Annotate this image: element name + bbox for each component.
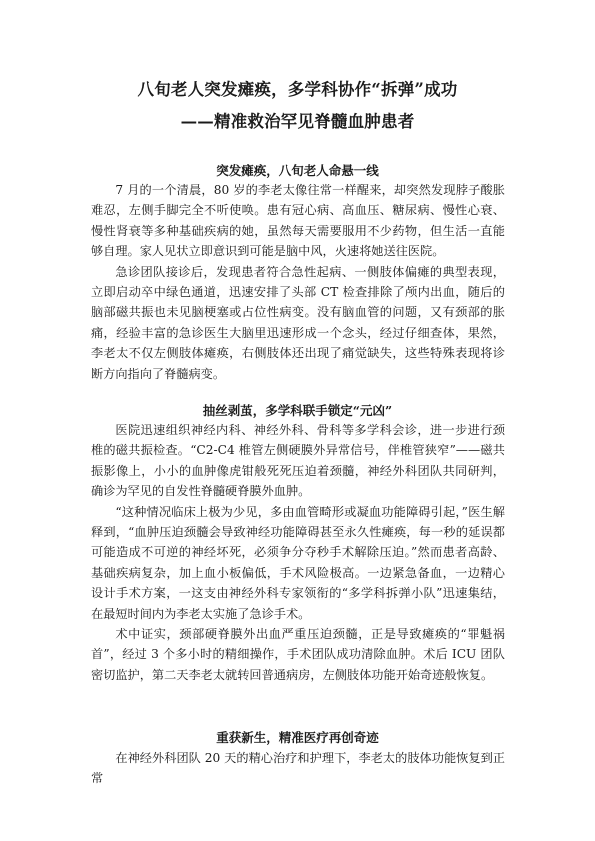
section-heading-2: 抽丝剥茧，多学科联手锁定“元凶” bbox=[202, 403, 393, 418]
paragraph: 医院迅速组织神经内科、神经外科、骨科等多学科会诊，进一步进行颈椎的磁共振检查。“C2-C4 椎管左侧硬膜外异常信号，伴椎管狭窄”——磁共振影像上，小小的血肿像虎钳般死死压迫着颈髓，神经外科团队共同研判，确诊为罕见的自发性脊髓硬脊膜外血肿。 bbox=[91, 423, 505, 499]
section-body-2 bbox=[91, 420, 505, 685]
article-subtitle: ——精准救治罕见脊髓血肿患者 bbox=[180, 112, 415, 131]
article-title: 八旬老人突发瘫痪，多学科协作“拆弹”成功 bbox=[137, 80, 458, 99]
paragraph: 急诊团队接诊后，发现患者符合急性起病、一侧肢体偏瘫的典型表现，立即启动卒中绿色通道，迅速安排了头部 CT 检查排除了颅内出血，随后的脑部磁共振也未见脑梗塞或占位性病变。没有脑血管的问题，又有颈部的胀痛，经验丰富的急诊医生大脑里迅速形成一个念头，经过仔细查体，果然，李老太不仅左侧肢体瘫痪，右侧肢体还出现了痛觉缺失，这些特殊表现将诊断方向指向了脊髓病变。 bbox=[91, 264, 505, 381]
section-heading-1: 突发瘫痪，八旬老人命悬一线 bbox=[216, 163, 379, 178]
paragraph: 术中证实，颈部硬脊膜外出血严重压迫颈髓，正是导致瘫痪的“罪魁祸首”，经过 3 个多小时的精细操作，手术团队成功清除血肿。术后 ICU 团队密切监护，第二天李老太就转回普通病房，左侧肢体功能开始奇迹般恢复。 bbox=[91, 627, 505, 682]
section-body-1 bbox=[91, 180, 505, 384]
paragraph: “这种情况临床上极为少见，多由血管畸形或凝血功能障碍引起，”医生解释到，“血肿压迫颈髓会导致神经功能障碍甚至永久性瘫痪，每一秒的延误都可能造成不可逆的神经坏死，必须争分夺秒手术解除压迫。”然而患者高龄、基础疾病复杂，加上血小板偏低，手术风险极高。一边紧急备血，一边精心设计手术方案，一这支由神经外科专家领衔的“多学科拆弹小队”迅速集结，在最短时间内为李老太实施了急诊手术。 bbox=[91, 504, 505, 621]
paragraph: 在神经外科团队 20 天的精心治疗和护理下，李老太的肢体功能恢复到正常 bbox=[91, 751, 505, 786]
section-body-3 bbox=[91, 748, 505, 789]
paragraph: 7 月的一个清晨，80 岁的李老太像往常一样醒来，却突然发现脖子酸胀难忍，左侧手脚完全不听使唤。患有冠心病、高血压、糖尿病、慢性心衰、慢性肾衰等多种基础疾病的她，虽然每天需要服用不少药物，但生活一直能够自理。家人见状立即意识到可能是脑中风，火速将她送往医院。 bbox=[91, 183, 505, 259]
section-heading-3: 重获新生，精准医疗再创奇迹 bbox=[216, 730, 379, 745]
